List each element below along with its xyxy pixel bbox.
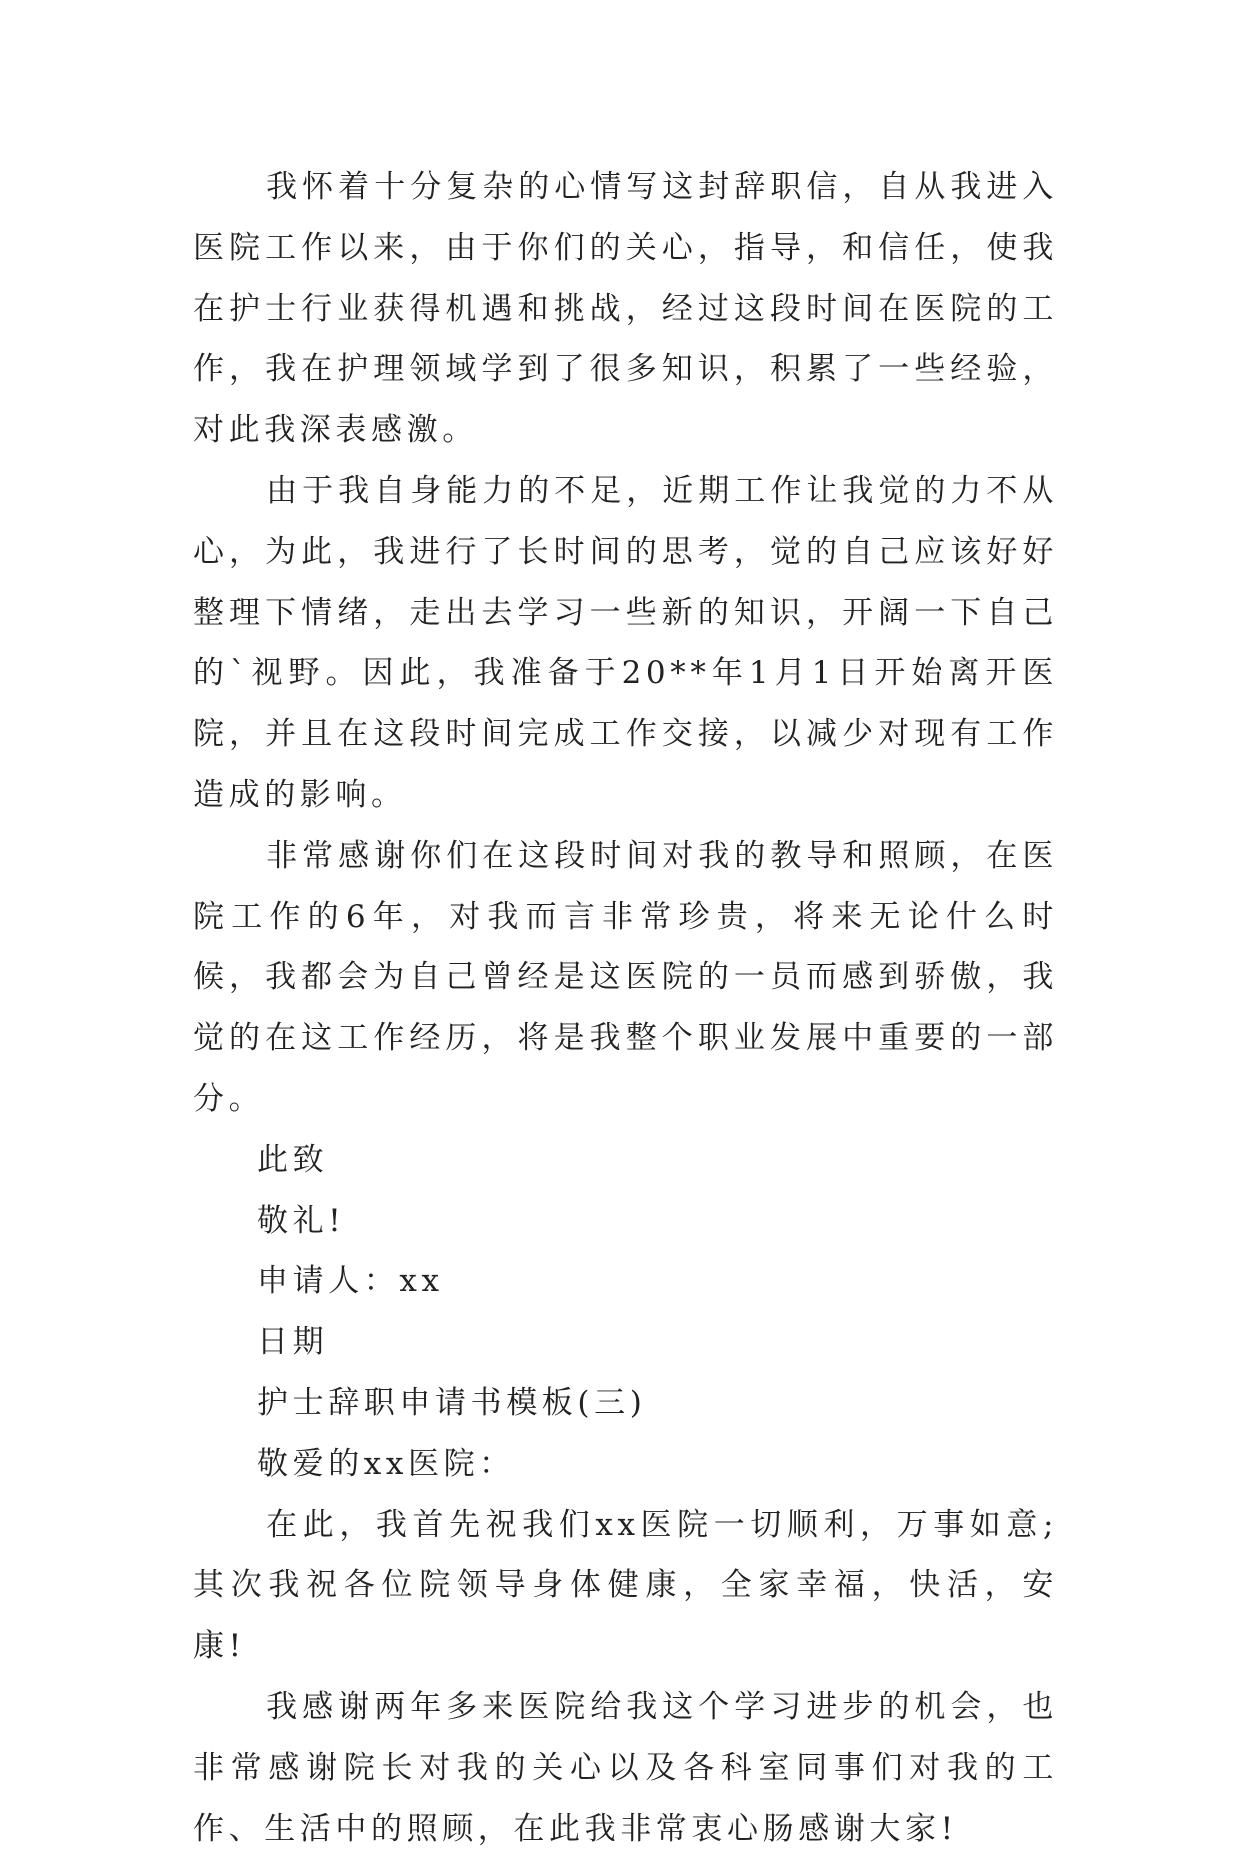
paragraph-wishes: 在此，我首先祝我们xx医院一切顺利，万事如意;其次我祝各位院领导身体健康，全家幸福，快活，安康! [193, 1506, 1058, 1665]
applicant-line: 申请人：xx [257, 1263, 444, 1300]
greeting-line: 敬爱的xx医院： [257, 1445, 515, 1482]
closing-line: 此致 [257, 1141, 329, 1178]
date-line: 日期 [257, 1324, 329, 1361]
section-title: 护士辞职申请书模板(三) [257, 1384, 647, 1421]
paragraph-reason: 由于我自身能力的不足，近期工作让我觉的力不从心，为此，我进行了长时间的思考，觉的自己应该好好整理下情绪，走出去学习一些新的知识，开阔一下自己的`视野。因此，我准备于20**年1月1日开始离开医院，并且在这段时间完成工作交接，以减少对现有工作造成的影响。 [193, 472, 1058, 813]
paragraph-gratitude: 我感谢两年多来医院给我这个学习进步的机会，也非常感谢院长对我的关心以及各科室同事们对我的工作、生活中的照顾，在此我非常衷心肠感谢大家! [193, 1688, 1058, 1847]
salute-line: 敬礼! [257, 1202, 346, 1239]
letter-body [193, 157, 1058, 1859]
paragraph-opening: 我怀着十分复杂的心情写这封辞职信，自从我进入医院工作以来，由于你们的关心，指导，和信任，使我在护士行业获得机遇和挑战，经过这段时间在医院的工作，我在护理领域学到了很多知识，积累了一些经验，对此我深表感激。 [193, 169, 1058, 449]
paragraph-thanks: 非常感谢你们在这段时间对我的教导和照顾，在医院工作的6年，对我而言非常珍贵，将来无论什么时候，我都会为自己曾经是这医院的一员而感到骄傲，我觉的在这工作经历，将是我整个职业发展中重要的一部分。 [193, 837, 1058, 1117]
